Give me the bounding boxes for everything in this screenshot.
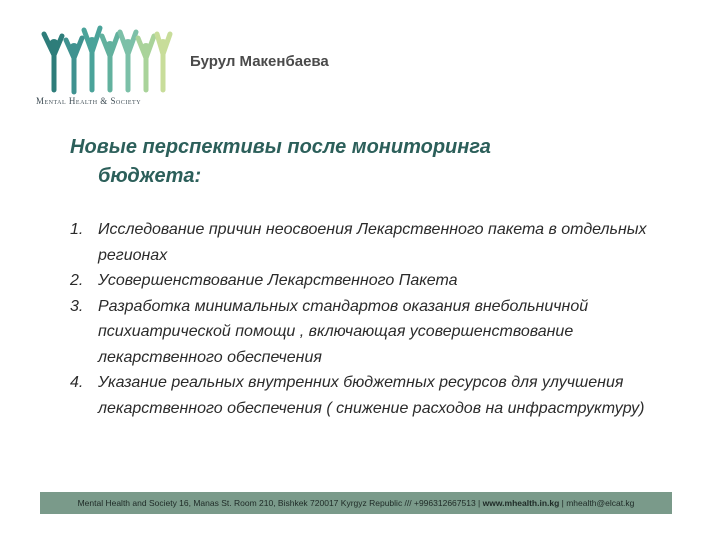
footer-bar — [40, 492, 672, 514]
title-line-1: Новые перспективы после мониторинга — [70, 136, 491, 158]
author-name: Бурул Макенбаева — [190, 53, 329, 70]
slide-title — [70, 133, 650, 191]
list-item-text: Исследование причин неосвоения Лекарственного пакета в отдельных регионах — [98, 221, 647, 264]
list-item — [70, 294, 680, 371]
footer-email[interactable]: | mhealth@elcat.kg — [559, 498, 635, 508]
people-figures-icon — [36, 20, 176, 100]
list-item-number: 2. — [70, 272, 84, 289]
footer-website-link[interactable]: www.mhealth.in.kg — [482, 498, 560, 508]
list-item-number: 1. — [70, 221, 84, 238]
logo-text: Mental Health & Society — [36, 96, 142, 106]
title-line-2: бюджета: — [98, 165, 202, 187]
list-item-text: Усовершенствование Лекарственного Пакета — [98, 272, 458, 289]
list-item-number: 3. — [70, 297, 84, 315]
list-item-text: Указание реальных внутренних бюджетных ресурсов для улучшения лекарственного обеспечения ( снижение расходов на инфраструктуру) — [98, 374, 645, 417]
organization-logo — [36, 20, 176, 108]
list-item-text: Разработка минимальных стандартов оказания внебольничной психиатрической помощи , включающая усовершенствование лекарственного обеспечения — [98, 297, 589, 366]
perspectives-list — [70, 217, 680, 421]
footer-address: Mental Health and Society 16, Manas St. Room 210, Bishkek 720017 Kyrgyz Republic /// +996312667513 | — [77, 498, 483, 508]
list-item-number: 4. — [70, 374, 84, 391]
list-item — [70, 217, 680, 268]
list-item — [70, 370, 680, 421]
list-item — [70, 268, 680, 294]
